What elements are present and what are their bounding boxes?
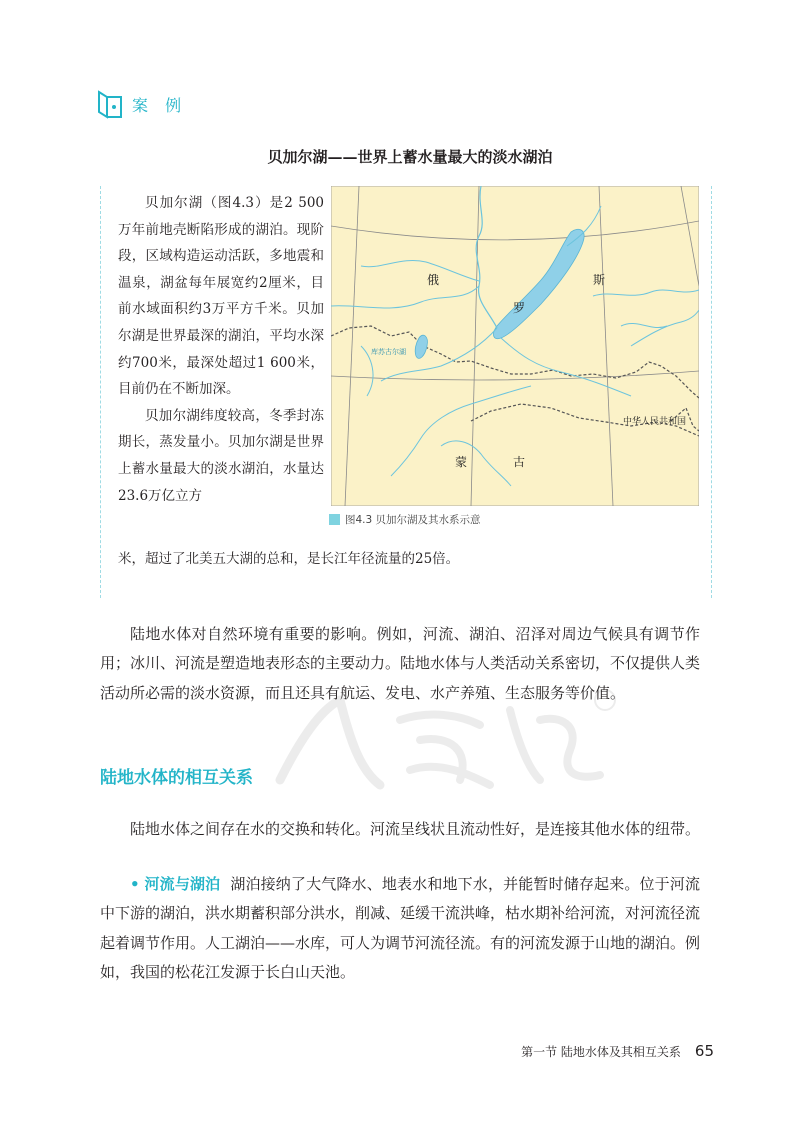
book-icon	[96, 88, 124, 120]
baikal-map	[331, 186, 699, 506]
map-label-khuvsgul: 库苏古尔湖	[371, 348, 406, 356]
caption-marker	[329, 514, 340, 525]
body-paragraph-1-text: 陆地水体对自然环境有重要的影响。例如，河流、湖泊、沼泽对周边气候具有调节作用；冰川、河流是塑造地表形态的主要动力。陆地水体与人类活动关系密切，不仅提供人类活动所必需的淡水资源，而且还具有航运、发电、水产养殖、生态服务等价值。	[100, 625, 701, 702]
case-text	[118, 190, 324, 509]
page-footer	[521, 1042, 714, 1060]
body-paragraph-3-body: 湖泊接纳了大气降水、地表水和地下水，并能暂时储存起来。位于河流中下游的湖泊，洪水期蓄积部分洪水，削减、延缓干流洪峰，枯水期补给河流，对河流径流起着调节作用。人工湖泊——水库，可人为调节河流径流。有的河流发源于山地的湖泊。例如，我国的松花江发源于长白山天池。	[100, 875, 701, 982]
bullet-icon: •	[130, 875, 140, 893]
map-label-russia-2: 罗	[513, 301, 526, 315]
case-header	[96, 86, 187, 122]
body-paragraph-1	[100, 620, 700, 708]
case-paragraph-2-end: 米，超过了北美五大湖的总和，是长江年径流量的25倍。	[118, 551, 460, 567]
map-svg	[331, 186, 699, 506]
map-label-russia-1: 俄	[427, 273, 440, 287]
body-paragraph-2-text: 陆地水体之间存在水的交换和转化。河流呈线状且流动性好，是连接其他水体的纽带。	[130, 820, 701, 838]
case-title: 贝加尔湖——世界上蓄水量最大的淡水湖泊	[267, 148, 553, 166]
map-label-russia-3: 斯	[593, 273, 606, 287]
map-label-mongolia-1: 蒙	[455, 455, 468, 469]
map-label-china: 中华人民共和国	[623, 417, 687, 427]
body-paragraph-3	[100, 870, 700, 988]
case-label: 案 例	[132, 95, 188, 115]
body-paragraph-3-text	[100, 870, 700, 988]
body-paragraph-2	[100, 815, 700, 844]
map-caption-text: 图4.3 贝加尔湖及其水系示意	[345, 514, 481, 526]
map-caption	[329, 512, 481, 527]
term-river-lake: 河流与湖泊	[144, 875, 221, 893]
case-paragraph-1: 贝加尔湖（图4.3）是2 500万年前地壳断陷形成的湖泊。现阶段，区域构造运动活跃，多地震和温泉，湖盆每年展宽约2厘米，目前水域面积约3万平方千米。贝加尔湖是世界最深的湖泊，平均水深约700米，最深处超过1 600米，目前仍在不断加深。	[118, 195, 324, 398]
section-heading: 陆地水体的相互关系	[100, 768, 253, 788]
footer-section: 第一节 陆地水体及其相互关系	[521, 1045, 681, 1059]
page-number: 65	[694, 1042, 714, 1060]
case-paragraph-2: 贝加尔湖纬度较高，冬季封冻期长，蒸发量小。贝加尔湖是世界上蓄水量最大的淡水湖泊，水量达23.6万亿立方	[118, 407, 324, 504]
map-label-mongolia-2: 古	[513, 455, 526, 469]
